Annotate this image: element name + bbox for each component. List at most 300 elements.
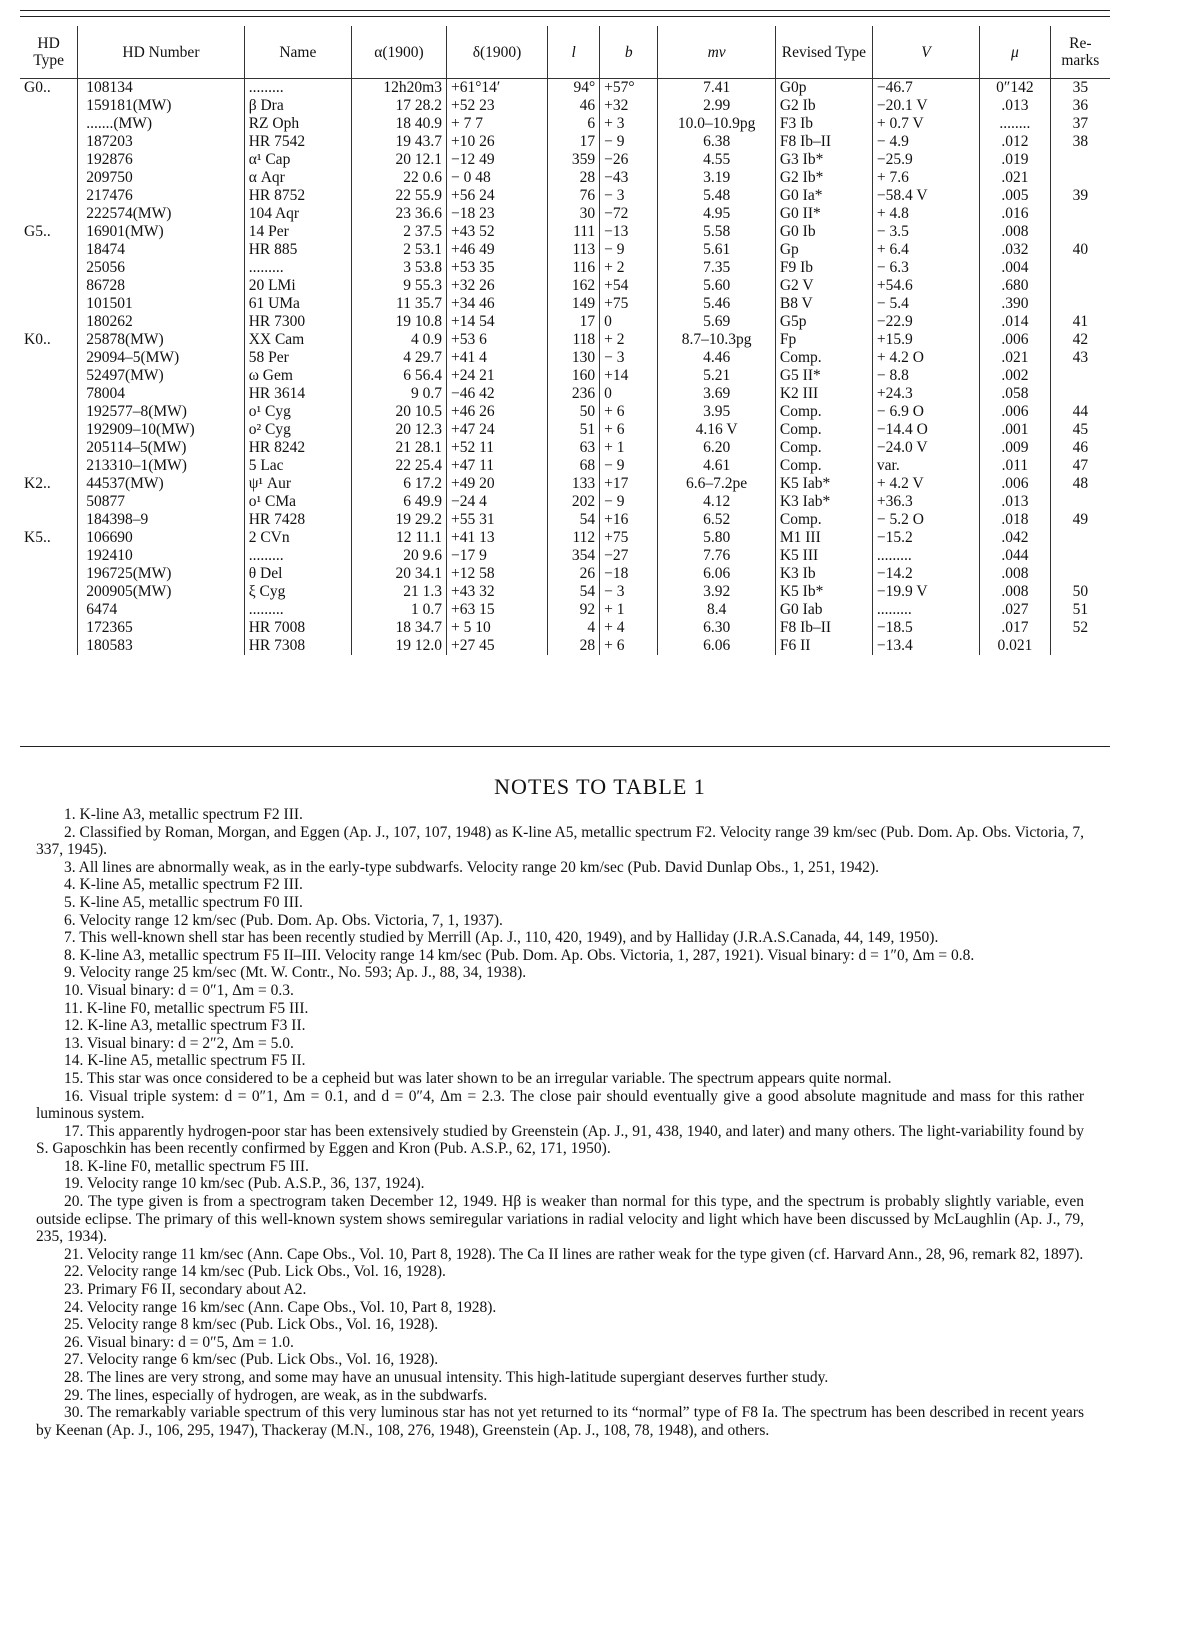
b-value: + 6: [604, 403, 625, 420]
b-value-column: [600, 475, 658, 529]
revised-type: F9 Ib: [779, 259, 814, 276]
table-body: [20, 79, 1110, 656]
l-value: 130: [571, 349, 596, 366]
dec-value: +27 45: [450, 637, 495, 654]
note-item: 6. Velocity range 12 km/sec (Pub. Dom. Ap. Obs. Victoria, 7, 1, 1937).: [64, 911, 503, 929]
b-value: + 1: [604, 601, 625, 618]
star-name: XX Cam: [248, 331, 305, 348]
star-name: ψ¹ Aur: [248, 475, 292, 492]
l-value-column: [548, 331, 600, 475]
b-value: +57°: [604, 79, 635, 96]
remark-number: 49: [1072, 511, 1089, 528]
hd-number: 213310–1(MW): [86, 457, 187, 474]
revised-type: F3 Ib: [779, 115, 814, 132]
hd-number: 187203: [86, 133, 133, 150]
ra-value: 12h20m3: [383, 79, 442, 96]
mu-value-column: [980, 475, 1050, 529]
ra-value-column: [351, 601, 446, 655]
header-revised-type: Revised Type: [775, 26, 872, 79]
mu-value-column: [980, 601, 1050, 655]
l-value: 112: [572, 529, 596, 546]
l-value: 26: [579, 565, 596, 582]
mv-value: 4.16 V: [695, 421, 738, 438]
note-item: 29. The lines, especially of hydrogen, are weak, as in the subdwarfs.: [64, 1386, 488, 1404]
l-value-column: [548, 223, 600, 331]
header-ra: α(1900): [351, 26, 446, 79]
l-value: 202: [571, 493, 596, 510]
mv-value: 7.35: [703, 259, 731, 276]
v-value: + 0.7 V: [876, 115, 924, 132]
b-value-column: [600, 79, 658, 224]
ra-value: 3 53.8: [403, 259, 442, 276]
revised-type: G5 II*: [779, 367, 821, 384]
mv-value: 6.06: [703, 637, 731, 654]
star-name-column: [244, 331, 351, 475]
l-value-column: [548, 79, 600, 224]
mu-value: .044: [1001, 547, 1029, 564]
mu-value: .017: [1001, 619, 1029, 636]
mu-value: .013: [1001, 97, 1029, 114]
ra-value: 11 35.7: [396, 295, 442, 312]
star-name: .........: [248, 547, 284, 564]
mv-value-column: [658, 601, 775, 655]
dec-value: +47 24: [450, 421, 495, 438]
dec-value: +46 49: [450, 241, 495, 258]
v-value: −20.1 V: [876, 97, 928, 114]
l-value: 111: [573, 223, 596, 240]
hd-number: 86728: [86, 277, 125, 294]
ra-value: 22 0.6: [403, 169, 442, 186]
hd-number-column: [78, 79, 245, 224]
star-name: HR 8752: [248, 187, 306, 204]
revised-type: G2 Ib: [779, 97, 816, 114]
b-value-column: [600, 601, 658, 655]
v-value: −14.4 O: [876, 421, 928, 438]
table-header-row: [20, 26, 1110, 79]
v-value: − 5.2 O: [876, 511, 924, 528]
remark-number: 46: [1072, 439, 1089, 456]
remark-number: [1055, 547, 1106, 565]
v-value: + 6.4: [876, 241, 909, 258]
ra-value: 20 12.3: [395, 421, 442, 438]
v-value-column: [872, 223, 979, 331]
b-value: − 9: [604, 241, 625, 258]
star-name: ξ Cyg: [248, 583, 286, 600]
table-row: [20, 223, 1110, 331]
mu-value: ........: [999, 115, 1031, 132]
remark-number: 48: [1072, 475, 1089, 492]
remark-number: [1055, 295, 1106, 313]
mu-value: .014: [1001, 313, 1029, 330]
l-value: 354: [571, 547, 596, 564]
revised-type-column: [775, 529, 872, 601]
hd-type: [20, 475, 78, 529]
hd-number: 106690: [86, 529, 133, 546]
v-value: −22.9: [876, 313, 913, 330]
mv-value-column: [658, 529, 775, 601]
ra-value: 6 49.9: [403, 493, 442, 510]
v-value: .........: [876, 547, 912, 564]
remark-number-column: [1050, 475, 1110, 529]
note-item: 27. Velocity range 6 km/sec (Pub. Lick Obs., Vol. 16, 1928).: [64, 1351, 439, 1369]
v-value: + 4.2 V: [876, 475, 924, 492]
mu-value: .390: [1001, 295, 1029, 312]
remark-number: 37: [1072, 115, 1089, 132]
v-value: − 8.8: [876, 367, 909, 384]
ra-value-column: [351, 331, 446, 475]
l-value: 54: [579, 511, 596, 528]
star-name-column: [244, 79, 351, 224]
v-value: − 5.4: [876, 295, 909, 312]
table-row: [20, 331, 1110, 475]
star-name: HR 8242: [248, 439, 306, 456]
mu-value: 0.021: [997, 637, 1033, 654]
v-value: −46.7: [876, 79, 913, 96]
hd-number: 180262: [86, 313, 133, 330]
b-value: + 2: [604, 331, 625, 348]
b-value: − 9: [604, 133, 625, 150]
remark-number: 40: [1072, 241, 1089, 258]
star-name: α Aqr: [248, 169, 285, 186]
b-value: +75: [604, 529, 629, 546]
dec-value: +47 11: [450, 457, 494, 474]
note-item: 9. Velocity range 25 km/sec (Mt. W. Contr., No. 593; Ap. J., 88, 34, 1938).: [64, 964, 527, 982]
remark-number: 47: [1072, 457, 1089, 474]
table-row: [20, 79, 1110, 224]
b-value: +32: [604, 97, 629, 114]
header-name: Name: [244, 26, 351, 79]
remark-number: 43: [1072, 349, 1089, 366]
ra-value: 20 12.1: [395, 151, 442, 168]
dec-value: +32 26: [450, 277, 495, 294]
b-value: +75: [604, 295, 629, 312]
mu-value: .013: [1001, 493, 1029, 510]
ra-value: 23 36.6: [395, 205, 442, 222]
b-value: − 3: [604, 349, 625, 366]
revised-type: G0 Ia*: [779, 187, 823, 204]
mu-value: 0″142: [996, 79, 1034, 96]
mu-value: .006: [1001, 403, 1029, 420]
hd-number: 180583: [86, 637, 133, 654]
revised-type: Fp: [779, 331, 797, 348]
hd-number: 196725(MW): [86, 565, 172, 582]
mv-value: 4.46: [703, 349, 731, 366]
ra-value: 9 0.7: [410, 385, 442, 402]
l-value: 149: [571, 295, 596, 312]
b-value: −43: [604, 169, 629, 186]
l-value: 118: [572, 331, 596, 348]
remark-number: [1055, 367, 1106, 385]
header-hd-number: HD Number: [78, 26, 245, 79]
hd-number: 159181(MW): [86, 97, 172, 114]
remark-number: 51: [1072, 601, 1089, 618]
v-value: + 7.6: [876, 169, 909, 186]
ra-value: 22 25.4: [395, 457, 442, 474]
v-value-column: [872, 475, 979, 529]
dec-value: −12 49: [450, 151, 495, 168]
l-value: 30: [579, 205, 596, 222]
hd-number: 78004: [86, 385, 125, 402]
star-table: [20, 26, 1110, 655]
hd-number: 52497(MW): [86, 367, 164, 384]
mu-value: .008: [1001, 223, 1029, 240]
remark-number: 41: [1072, 313, 1089, 330]
mu-value: .006: [1001, 331, 1029, 348]
mu-value: .002: [1001, 367, 1029, 384]
b-value: + 2: [604, 259, 625, 276]
revised-type: F8 Ib–II: [779, 619, 832, 636]
top-rule-1: [20, 10, 1110, 11]
hd-type: [20, 331, 78, 475]
mv-value: 5.58: [703, 223, 731, 240]
dec-value: +12 58: [450, 565, 495, 582]
ra-value: 18 34.7: [395, 619, 442, 636]
dec-value: + 5 10: [450, 619, 491, 636]
dec-value: +41 13: [450, 529, 495, 546]
mu-value-column: [980, 79, 1050, 224]
v-value: + 4.8: [876, 205, 909, 222]
note-item: 15. This star was once considered to be a cepheid but was later shown to be an irregular variable. The spectrum appears quite normal.: [64, 1069, 892, 1087]
mu-value: .019: [1001, 151, 1029, 168]
mu-value: .005: [1001, 187, 1029, 204]
note-item: 4. K-line A5, metallic spectrum F2 III.: [64, 876, 303, 894]
mv-value: 4.55: [703, 151, 731, 168]
hd-number: 209750: [86, 169, 133, 186]
star-name: o¹ CMa: [248, 493, 296, 510]
l-value: 6: [587, 115, 596, 132]
note-item: 13. Visual binary: d = 2″2, Δm = 5.0.: [64, 1034, 294, 1052]
b-value-column: [600, 223, 658, 331]
note-item: 22. Velocity range 14 km/sec (Pub. Lick Obs., Vol. 16, 1928).: [64, 1263, 446, 1281]
remark-number: [1055, 259, 1106, 277]
mv-value: 7.41: [703, 79, 731, 96]
note-item: 11. K-line F0, metallic spectrum F5 III.: [64, 999, 309, 1017]
dec-value: +52 23: [450, 97, 495, 114]
remark-number-column: [1050, 601, 1110, 655]
b-value: − 3: [604, 187, 625, 204]
v-value: −58.4 V: [876, 187, 928, 204]
hd-number: 6474: [86, 601, 118, 618]
star-name: HR 7300: [248, 313, 306, 330]
ra-value: 20 34.1: [395, 565, 442, 582]
revised-type: K5 Ib*: [779, 583, 824, 600]
revised-type: B8 V: [779, 295, 813, 312]
dec-value: +49 20: [450, 475, 495, 492]
ra-value: 2 53.1: [403, 241, 442, 258]
dec-value: +10 26: [450, 133, 495, 150]
dec-value: +14 54: [450, 313, 495, 330]
l-value: 162: [571, 277, 596, 294]
star-name: HR 7428: [248, 511, 306, 528]
v-value-column: [872, 601, 979, 655]
hd-type-label: K0..: [24, 331, 51, 348]
mv-value: 6.06: [703, 565, 731, 582]
hd-number: 25056: [86, 259, 125, 276]
ra-value: 22 55.9: [395, 187, 442, 204]
v-value: +15.9: [876, 331, 913, 348]
star-name: .........: [248, 79, 284, 96]
hd-type-label: K2..: [24, 475, 51, 492]
hd-number-column: [78, 601, 245, 655]
v-value: +54.6: [876, 277, 913, 294]
header-mu: μ: [980, 26, 1050, 79]
remark-number: 35: [1072, 79, 1089, 96]
hd-number: 184398–9: [86, 511, 149, 528]
b-value: + 4: [604, 619, 625, 636]
remark-number: [1055, 205, 1106, 223]
star-name: 61 UMa: [248, 295, 300, 312]
mv-value-column: [658, 331, 775, 475]
b-value-column: [600, 331, 658, 475]
mu-value-column: [980, 223, 1050, 331]
ra-value: 18 40.9: [395, 115, 442, 132]
ra-value: 6 56.4: [403, 367, 442, 384]
star-name-column: [244, 223, 351, 331]
ra-value-column: [351, 223, 446, 331]
dec-value: − 0 48: [450, 169, 491, 186]
note-item: 5. K-line A5, metallic spectrum F0 III.: [64, 893, 303, 911]
revised-type-column: [775, 331, 872, 475]
l-value: 94°: [573, 79, 596, 96]
mv-value: 4.12: [703, 493, 731, 510]
l-value: 133: [571, 475, 596, 492]
dec-value: +63 15: [450, 601, 495, 618]
ra-value: 20 10.5: [395, 403, 442, 420]
dec-value: −17 9: [450, 547, 487, 564]
dec-value: +56 24: [450, 187, 495, 204]
revised-type: G0p: [779, 79, 807, 96]
star-name: α¹ Cap: [248, 151, 291, 168]
hd-number: 217476: [86, 187, 133, 204]
b-value: + 6: [604, 637, 625, 654]
revised-type-column: [775, 601, 872, 655]
mv-value-column: [658, 79, 775, 224]
hd-type: [20, 601, 78, 655]
mu-value: .058: [1001, 385, 1029, 402]
b-value-column: [600, 529, 658, 601]
mu-value: .004: [1001, 259, 1029, 276]
notes-title: NOTES TO TABLE 1: [494, 774, 706, 799]
revised-type: Comp.: [779, 439, 822, 456]
hd-number: .......(MW): [86, 115, 153, 132]
v-value: var.: [876, 457, 900, 474]
dec-value: +24 21: [450, 367, 495, 384]
star-name: β Dra: [248, 97, 284, 114]
remark-number: [1055, 529, 1106, 547]
l-value: 17: [579, 313, 596, 330]
hd-type: [20, 79, 78, 224]
revised-type: Comp.: [779, 421, 822, 438]
hd-number: 50877: [86, 493, 125, 510]
ra-value-column: [351, 529, 446, 601]
dec-value-column: [446, 331, 547, 475]
hd-type: [20, 223, 78, 331]
star-name-column: [244, 601, 351, 655]
mu-value: .008: [1001, 583, 1029, 600]
hd-number: 172365: [86, 619, 133, 636]
remark-number: [1055, 169, 1106, 187]
mv-value: 5.46: [703, 295, 731, 312]
hd-number: 25878(MW): [86, 331, 164, 348]
b-value: + 1: [604, 439, 625, 456]
star-name: 14 Per: [248, 223, 289, 240]
v-value: −15.2: [876, 529, 913, 546]
star-name: HR 7308: [248, 637, 306, 654]
star-name: θ Del: [248, 565, 283, 582]
mv-value: 8.7–10.3pg: [681, 331, 752, 348]
v-value: + 4.2 O: [876, 349, 924, 366]
star-name: .........: [248, 601, 284, 618]
note-item: 18. K-line F0, metallic spectrum F5 III.: [64, 1157, 309, 1175]
mv-value: 8.4: [706, 601, 727, 618]
revised-type: Gp: [779, 241, 799, 258]
b-value: + 6: [604, 421, 625, 438]
b-value: −18: [604, 565, 629, 582]
hd-type-label: G0..: [24, 79, 51, 96]
hd-number: 101501: [86, 295, 133, 312]
dec-value: +52 11: [450, 439, 494, 456]
l-value-column: [548, 601, 600, 655]
v-value: −14.2: [876, 565, 913, 582]
hd-number: 222574(MW): [86, 205, 172, 222]
remark-number-column: [1050, 529, 1110, 601]
remark-number: 45: [1072, 421, 1089, 438]
v-value: −18.5: [876, 619, 913, 636]
ra-value: 6 17.2: [403, 475, 442, 492]
l-value: 236: [571, 385, 596, 402]
hd-number: 200905(MW): [86, 583, 172, 600]
revised-type: Comp.: [779, 403, 822, 420]
star-name: 5 Lac: [248, 457, 284, 474]
mv-value: 5.48: [703, 187, 731, 204]
remark-number: 38: [1072, 133, 1089, 150]
v-value: −13.4: [876, 637, 913, 654]
hd-type: [20, 529, 78, 601]
revised-type-column: [775, 475, 872, 529]
revised-type-column: [775, 223, 872, 331]
star-name: HR 885: [248, 241, 298, 258]
dec-value: +53 35: [450, 259, 495, 276]
revised-type: G0 II*: [779, 205, 821, 222]
mu-value: .012: [1001, 133, 1029, 150]
revised-type: G5p: [779, 313, 807, 330]
dec-value: −24 4: [450, 493, 487, 510]
l-value-column: [548, 529, 600, 601]
header-mv: mv: [658, 26, 775, 79]
dec-value-column: [446, 529, 547, 601]
b-value: −26: [604, 151, 629, 168]
v-value: −19.9 V: [876, 583, 928, 600]
b-value: − 9: [604, 493, 625, 510]
remark-number: 50: [1072, 583, 1089, 600]
mv-value: 4.61: [703, 457, 731, 474]
note-item: 30. The remarkably variable spectrum of this very luminous star has not yet returned to its “normal” type of F8 Ia. The spectrum has been described in recent years by Keenan (Ap. J., 106, 295, 1947), Thackeray (M.N., 108, 276, 1948), Greenstein (Ap. J., 108, 78, 1948), and others.: [36, 1404, 1084, 1439]
remark-number: [1055, 277, 1106, 295]
note-item: 24. Velocity range 16 km/sec (Ann. Cape Obs., Vol. 10, Part 8, 1928).: [64, 1298, 497, 1316]
remark-number: [1055, 151, 1106, 169]
l-value: 68: [579, 457, 596, 474]
mv-value: 3.69: [703, 385, 731, 402]
hd-number: 192909–10(MW): [86, 421, 195, 438]
note-item: 25. Velocity range 8 km/sec (Pub. Lick Obs., Vol. 16, 1928).: [64, 1316, 439, 1334]
table-row: [20, 529, 1110, 601]
dec-value: +46 26: [450, 403, 495, 420]
ra-value: 2 37.5: [403, 223, 442, 240]
revised-type: M1 III: [779, 529, 821, 546]
v-value: − 3.5: [876, 223, 909, 240]
remark-number-column: [1050, 79, 1110, 224]
l-value-column: [548, 475, 600, 529]
